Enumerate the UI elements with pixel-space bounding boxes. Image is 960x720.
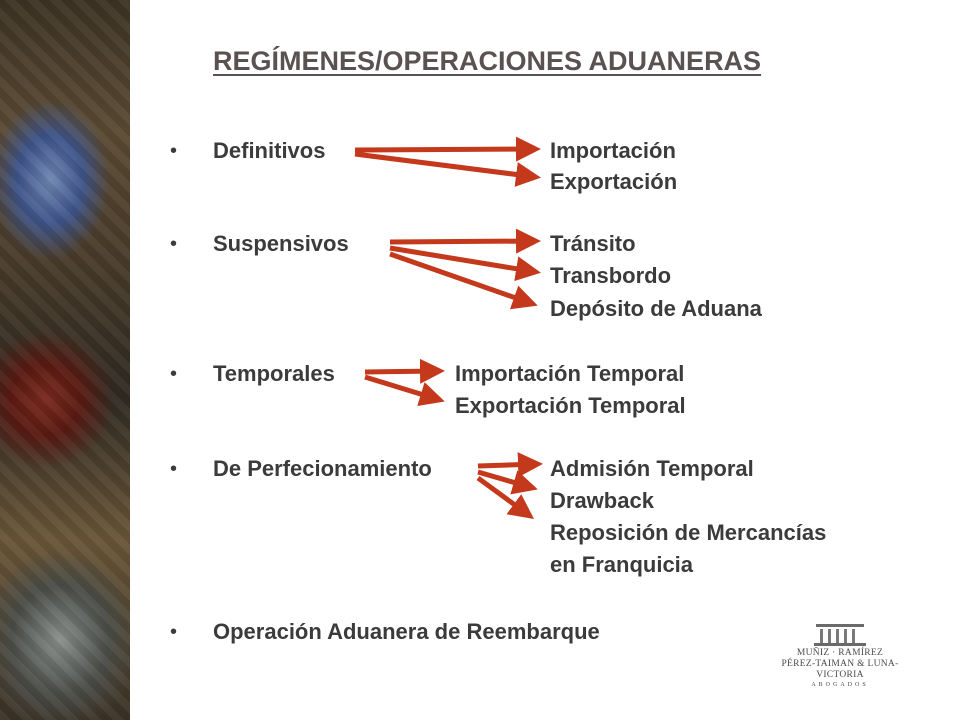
target-exportacion-temporal: Exportación Temporal <box>455 393 686 418</box>
bullet-icon: • <box>170 233 178 255</box>
target-importacion-temporal: Importación Temporal <box>455 361 685 386</box>
page-title: REGÍMENES/OPERACIONES ADUANERAS <box>213 46 762 76</box>
logo-line-2: PÉREZ-TAIMAN & LUNA-VICTORIA <box>781 659 899 680</box>
target-exportacion: Exportación <box>550 169 678 194</box>
regime-label-suspensivos: Suspensivos <box>213 231 349 256</box>
target-reposicion-de-mercancias: Reposición de Mercancías <box>550 520 827 545</box>
arrow-definitivos-exportacion <box>355 154 536 177</box>
bullet-icon: • <box>170 363 178 385</box>
target-deposito-de-aduana: Depósito de Aduana <box>550 296 762 321</box>
target-importacion: Importación <box>550 138 676 163</box>
arrow-definitivos-importacion <box>355 149 536 150</box>
target-transbordo: Transbordo <box>550 263 672 288</box>
logo-line-1: MUÑIZ · RAMÍREZ <box>796 648 884 658</box>
target-en-franquicia: en Franquicia <box>550 552 694 577</box>
logo-line-3: ABOGADOS <box>811 682 869 688</box>
arrow-suspensivos-transito <box>390 241 536 242</box>
firm-logo <box>770 620 910 692</box>
arrow-temporales-importacion-temporal <box>365 371 440 372</box>
target-admision-temporal: Admisión Temporal <box>550 456 754 481</box>
columns-logo-icon <box>812 620 868 648</box>
regime-label-reembarque: Operación Aduanera de Reembarque <box>213 619 600 644</box>
bullet-icon: • <box>170 458 178 480</box>
arrow-perfeccionamiento-admision <box>478 464 538 466</box>
regime-label-definitivos: Definitivos <box>213 138 326 163</box>
target-drawback: Drawback <box>550 488 654 513</box>
regime-label-de-perfecionamiento: De Perfecionamiento <box>213 456 432 481</box>
target-transito: Tránsito <box>550 231 636 256</box>
bullet-icon: • <box>170 621 178 643</box>
bullet-icon: • <box>170 140 178 162</box>
regime-label-temporales: Temporales <box>213 361 335 386</box>
arrow-temporales-exportacion-temporal <box>365 377 440 400</box>
